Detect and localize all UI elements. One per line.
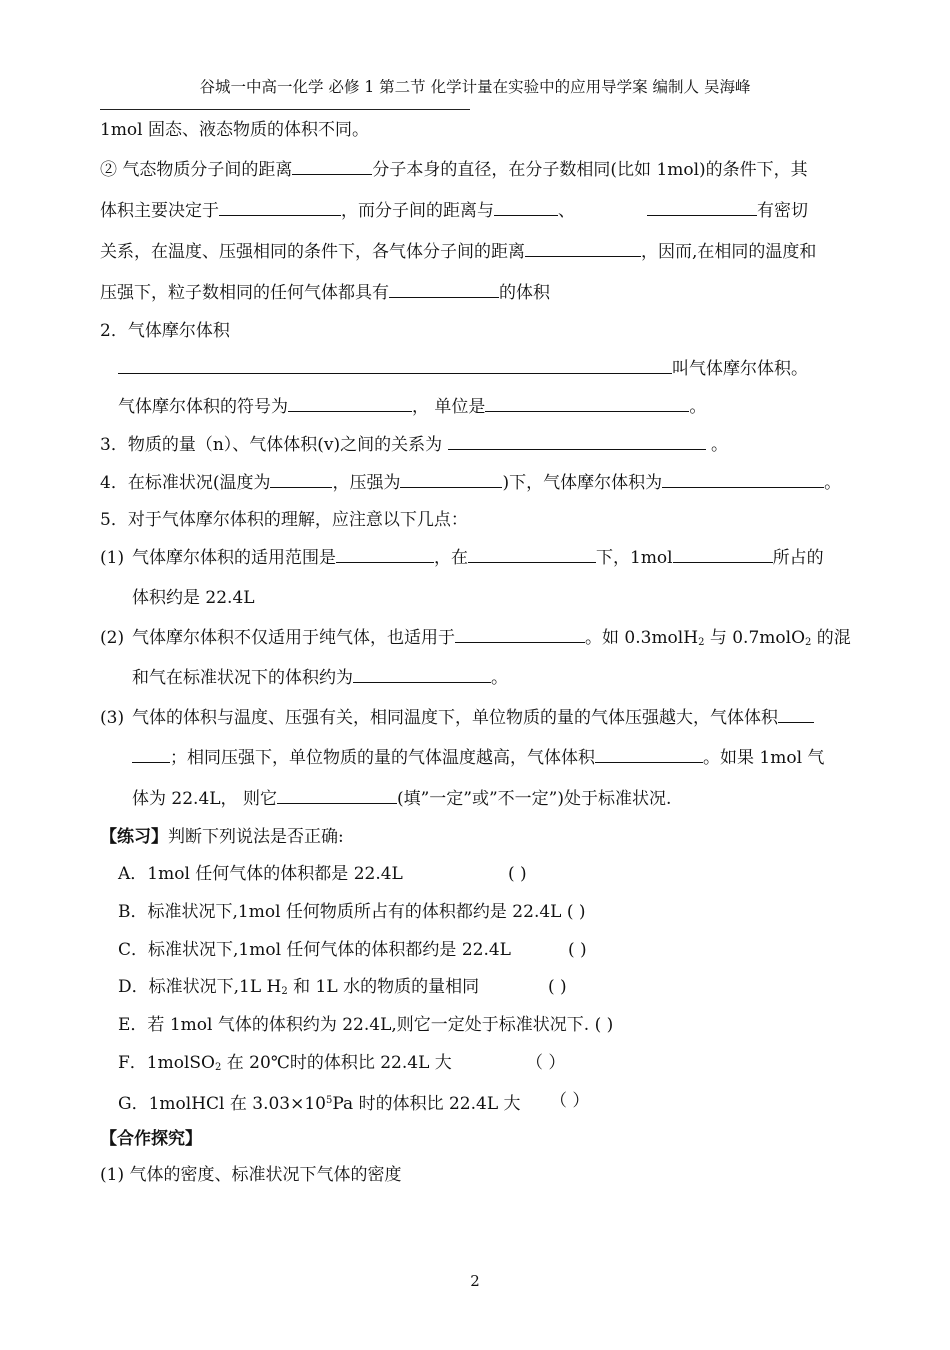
text: A．1mol 任何气体的体积都是 22.4L <box>118 864 403 884</box>
item-number: (2) <box>100 628 125 648</box>
text: 、 <box>558 201 575 221</box>
fill-blank[interactable] <box>132 746 170 763</box>
text-line <box>132 787 671 810</box>
text: ，在 <box>434 548 468 568</box>
text: C．标准状况下,1mol 任何气体的体积都约是 22.4L <box>118 940 511 960</box>
text: ，压强为 <box>332 473 401 493</box>
text: 气体摩尔体积不仅适用于纯气体，也适用于 <box>132 628 455 648</box>
text: 3．物质的量（n）、气体体积(v)之间的关系为 <box>100 435 443 455</box>
section-title: 【练习】 <box>100 827 168 847</box>
text: 的体积 <box>499 283 550 303</box>
text-line <box>100 509 468 531</box>
text: ，因而,在相同的温度和 <box>641 242 817 262</box>
text-line <box>100 158 808 181</box>
text: 5．对于气体摩尔体积的理解，应注意以下几点： <box>100 510 468 530</box>
text: 。 <box>710 435 728 455</box>
text: 气体摩尔体积的适用范围是 <box>132 548 336 568</box>
text: )下，气体摩尔体积为 <box>502 473 663 493</box>
fill-blank[interactable] <box>288 395 412 412</box>
text: 4．在标准状况(温度为 <box>100 473 271 493</box>
text-line <box>100 281 550 304</box>
text-line <box>100 433 728 456</box>
text-line <box>100 706 814 729</box>
fill-blank[interactable] <box>455 626 585 643</box>
text: ，而分子间的距离与 <box>341 201 494 221</box>
text-line <box>118 395 706 418</box>
text: (1) 气体的密度、标准状况下气体的密度 <box>100 1165 402 1185</box>
text: 有密切 <box>757 201 808 221</box>
answer-bracket[interactable]: ( ) <box>548 977 567 997</box>
text-line <box>132 587 255 609</box>
subscript: 2 <box>215 1062 222 1073</box>
subscript: 2 <box>281 986 288 997</box>
text: 。 <box>491 668 508 688</box>
text-line <box>100 199 808 222</box>
text: 气体的体积与温度、压强有关，相同温度下，单位物质的量的气体压强越大，气体体积 <box>132 708 778 728</box>
text-line <box>100 119 369 141</box>
text: 下，1mol <box>596 548 673 568</box>
text: 1mol 固态、液态物质的体积不同。 <box>100 120 370 140</box>
practice-item-f <box>118 1052 566 1079</box>
text: ；相同压强下，单位物质的量的气体温度越高，气体体积 <box>170 748 595 768</box>
practice-heading <box>100 826 344 848</box>
fill-blank[interactable] <box>270 471 332 488</box>
item-number: (1) <box>100 548 125 568</box>
practice-item-g <box>118 1090 590 1115</box>
text: B．标准状况下,1mol 任何物质所占有的体积都约是 22.4L <box>118 902 562 922</box>
section-heading <box>100 320 230 342</box>
text: 体为 22.4L， 则它 <box>132 789 277 809</box>
text-line <box>132 746 824 769</box>
text-line <box>100 546 824 569</box>
answer-bracket[interactable]: ( ) <box>508 864 527 884</box>
text: ② 气态物质分子间的距离 <box>100 160 293 180</box>
superscript: 5 <box>326 1095 333 1106</box>
header-rule <box>100 109 470 110</box>
text: D．标准状况下,1L H <box>118 977 282 997</box>
answer-bracket[interactable]: （ ） <box>550 1091 590 1111</box>
fill-blank[interactable] <box>219 199 341 216</box>
text: E．若 1mol 气体的体积约为 22.4L,则它一定处于标准状况下. <box>118 1015 590 1035</box>
text-line <box>100 240 816 263</box>
answer-bracket[interactable]: ( ) <box>594 1015 614 1035</box>
fill-blank[interactable] <box>485 395 689 412</box>
text: 在 20℃时的体积比 22.4L 大 <box>221 1053 452 1073</box>
text: 体积约是 22.4L <box>132 588 255 608</box>
fill-blank[interactable] <box>400 471 502 488</box>
practice-item-c <box>118 939 587 961</box>
text: 气体摩尔体积的符号为 <box>118 397 288 417</box>
text: 和 1L 水的物质的量相同 <box>287 977 480 997</box>
text: 和气在标准状况下的体积约为 <box>132 668 353 688</box>
practice-item-d <box>118 976 567 1003</box>
fill-blank[interactable] <box>595 746 703 763</box>
text: 分子本身的直径，在分子数相同(比如 1mol)的条件下，其 <box>372 160 808 180</box>
subscript: 2 <box>698 637 705 648</box>
text-line <box>100 626 851 654</box>
fill-blank[interactable] <box>448 433 706 450</box>
fill-blank[interactable] <box>468 546 596 563</box>
text: 叫气体摩尔体积。 <box>672 359 808 379</box>
text: 的混 <box>811 628 851 648</box>
practice-item-b <box>118 901 586 923</box>
page-header: 谷城一中高一化学 必修 1 第二节 化学计量在实验中的应用导学案 编制人 吴海峰 <box>199 78 751 96</box>
text: 压强下，粒子数相同的任何气体都具有 <box>100 283 389 303</box>
fill-blank[interactable] <box>353 666 491 683</box>
text: 判断下列说法是否正确: <box>168 827 344 847</box>
text: 。如 0.3molH <box>585 628 699 648</box>
practice-item-e <box>118 1014 613 1036</box>
fill-blank[interactable] <box>525 240 641 257</box>
fill-blank[interactable] <box>778 706 814 723</box>
coop-heading <box>100 1128 202 1150</box>
practice-item-a <box>118 863 527 885</box>
fill-blank[interactable] <box>494 199 558 216</box>
fill-blank[interactable] <box>336 546 434 563</box>
text-line <box>132 666 508 689</box>
page-number: 2 <box>470 1272 480 1290</box>
fill-blank[interactable] <box>389 281 499 298</box>
text-line <box>118 357 808 380</box>
answer-bracket[interactable]: ( ) <box>566 902 586 922</box>
fill-blank[interactable] <box>673 546 773 563</box>
answer-bracket[interactable]: （ ） <box>526 1053 566 1073</box>
item-number: (3) <box>100 708 125 728</box>
text: (填”一定”或”不一定”)处于标准状况. <box>396 789 672 809</box>
text: Pa 时的体积比 22.4L 大 <box>332 1094 521 1114</box>
text: F．1molSO <box>118 1053 215 1073</box>
fill-blank[interactable] <box>292 158 372 175</box>
answer-bracket[interactable]: ( ) <box>568 940 587 960</box>
text: 2．气体摩尔体积 <box>100 321 230 341</box>
text: G．1molHCl 在 3.03×10 <box>118 1094 326 1114</box>
text: ， 单位是 <box>412 397 486 417</box>
text: 。如果 1mol 气 <box>703 748 825 768</box>
text: 所占的 <box>772 548 824 568</box>
text: 与 0.7molO <box>704 628 806 648</box>
text: 。 <box>689 397 707 417</box>
text: 。 <box>824 473 842 493</box>
subscript: 2 <box>805 637 812 648</box>
text-line <box>100 471 841 494</box>
fill-blank[interactable] <box>647 199 757 216</box>
text: 体积主要决定于 <box>100 201 219 221</box>
fill-blank[interactable] <box>662 471 824 488</box>
text: 关系，在温度、压强相同的条件下，各气体分子间的距离 <box>100 242 525 262</box>
text-line <box>100 1164 401 1186</box>
section-title: 【合作探究】 <box>100 1129 202 1149</box>
fill-blank[interactable] <box>277 787 397 804</box>
fill-blank[interactable] <box>118 357 672 374</box>
